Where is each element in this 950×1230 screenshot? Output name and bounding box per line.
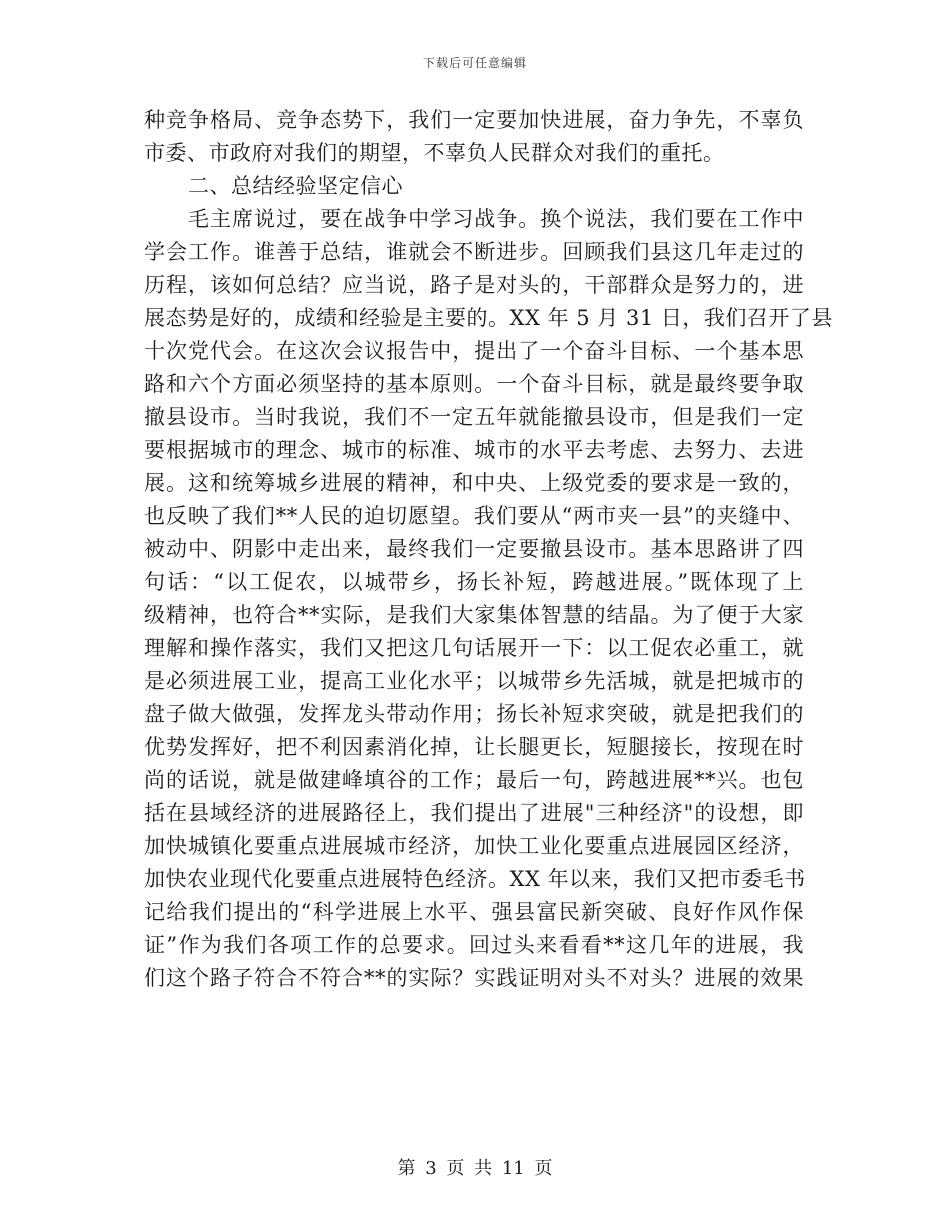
document-body (144, 104, 833, 995)
page-number: 第 3 页 共 11 页 (397, 1158, 553, 1179)
text-line: 被动中、阴影中走出来，最终我们一定要撤县设市。基本思路讲了四 (144, 537, 804, 561)
text-line: 们这个路子符合不符合**的实际？实践证明对头不对头？进展的效果 (144, 966, 804, 990)
text-line: 尚的话说，就是做建峰填谷的工作；最后一句，跨越进展**兴。也包 (144, 768, 804, 792)
text-line: 展态势是好的，成绩和经验是主要的。XX 年 5 月 31 日，我们召开了县 (144, 306, 833, 330)
text-line: 市委、市政府对我们的期望，不辜负人民群众对我们的重托。 (144, 141, 725, 165)
text-line: 理解和操作落实，我们又把这几句话展开一下：以工促农必重工，就 (144, 636, 804, 660)
text-line: 也反映了我们**人民的迫切愿望。我们要从“两市夹一县”的夹缝中、 (144, 504, 804, 528)
text-line: 路和六个方面必须坚持的基本原则。一个奋斗目标，就是最终要争取 (144, 372, 804, 396)
text-line: 十次党代会。在这次会议报告中，提出了一个奋斗目标、一个基本思 (144, 339, 804, 363)
text-line: 展。这和统筹城乡进展的精神，和中央、上级党委的要求是一致的， (144, 471, 804, 495)
text-line: 加快城镇化要重点进展城市经济，加快工业化要重点进展园区经济， (144, 834, 804, 858)
text-line: 种竞争格局、竞争态势下，我们一定要加快进展，奋力争先，不辜负 (144, 108, 804, 132)
text-line: 记给我们提出的“科学进展上水平、强县富民新突破、良好作风作保 (144, 900, 804, 924)
text-line: 优势发挥好，把不利因素消化掉，让长腿更长，短腿接长，按现在时 (144, 735, 804, 759)
text-line: 级精神，也符合**实际，是我们大家集体智慧的结晶。为了便于大家 (144, 603, 804, 627)
text-line: 历程，该如何总结？应当说，路子是对头的，干部群众是努力的，进 (144, 273, 804, 297)
section-heading: 二、总结经验坚定信心 (188, 174, 403, 198)
text-line: 盘子做大做强，发挥龙头带动作用；扬长补短求突破，就是把我们的 (144, 702, 804, 726)
text-line: 括在县域经济的进展路径上，我们提出了进展"三种经济"的设想，即 (144, 801, 804, 825)
text-line: 撤县设市。当时我说，我们不一定五年就能撤县设市，但是我们一定 (144, 405, 804, 429)
text-line: 学会工作。谁善于总结，谁就会不断进步。回顾我们县这几年走过的 (144, 240, 804, 264)
text-line: 是必须进展工业，提高工业化水平；以城带乡先活城，就是把城市的 (144, 669, 804, 693)
text-line: 要根据城市的理念、城市的标准、城市的水平去考虑、去努力、去进 (144, 438, 804, 462)
text-line: 毛主席说过，要在战争中学习战争。换个说法，我们要在工作中 (188, 207, 804, 231)
text-line: 证”作为我们各项工作的总要求。回过头来看看**这几年的进展，我 (144, 933, 804, 957)
text-line: 加快农业现代化要重点进展特色经济。XX 年以来，我们又把市委毛书 (144, 867, 806, 891)
text-line: 句话：“以工促农，以城带乡，扬长补短，跨越进展。”既体现了上 (144, 570, 804, 594)
page-header: 下载后可任意编辑 (422, 56, 527, 70)
